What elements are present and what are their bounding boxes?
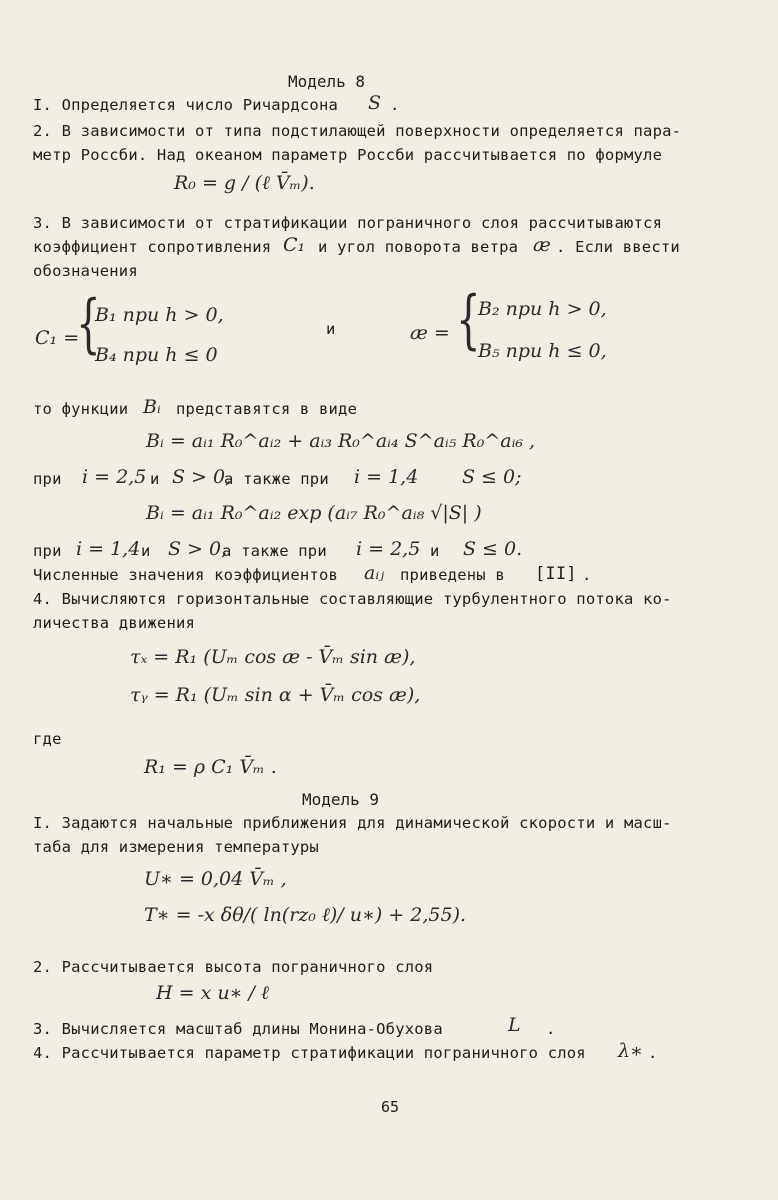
cond2-b: i = 1,4 [76, 538, 141, 560]
cond2-c: и [141, 542, 151, 560]
cond1-c: и [150, 470, 160, 488]
m8-item3-symbol-c: C₁ [283, 234, 306, 256]
c1-case2: B₄ при h ≤ 0 [95, 344, 218, 366]
m9-item3: 3. Вычисляется масштаб длины Монина-Обухова [33, 1020, 443, 1038]
cond2-d: S > 0, [168, 538, 228, 560]
page-number: 65 [381, 1098, 400, 1116]
cond2-e: а также при [222, 542, 327, 560]
model8-heading: Модель 8 [288, 72, 366, 91]
cond1-d: S > 0, [172, 466, 232, 488]
m8-item3-symbol-alpha: æ [533, 234, 551, 256]
numeric-symbol: aᵢⱼ [364, 562, 385, 584]
m8-item4-line1: 4. Вычисляются горизонтальные составляющие турбулентного потока ко- [33, 590, 672, 608]
cond1-a: при [33, 470, 62, 488]
m9-item3-end: . [546, 1020, 556, 1038]
m8-item3-line2c: . Если ввести [556, 238, 680, 256]
cond1-g: S ≤ 0; [462, 466, 522, 488]
formula-tau-x: τₓ = R₁ (Uₘ cos æ - V̄ₘ sin æ), [130, 646, 416, 668]
m8-item1-text: I. Определяется число Ричардсона [33, 96, 339, 114]
alpha-left: æ = [410, 322, 450, 344]
formula-h: H = x u∗ / ℓ [156, 982, 269, 1004]
m8-item3-line3: обозначения [33, 262, 138, 280]
cond1-f: i = 1,4 [354, 466, 419, 488]
numeric-text-b: приведены в [400, 566, 505, 584]
c1-brace: { [76, 287, 101, 361]
formula-u-star: U∗ = 0,04 V̄ₘ , [144, 868, 287, 890]
m8-item2-line2: метр Россби. Над океаном параметр Россби рассчитывается по формуле [33, 146, 663, 164]
alpha-brace: { [456, 283, 481, 357]
numeric-text-a: Численные значения коэффициентов [33, 566, 339, 584]
functions-line: то функции [33, 400, 129, 418]
cond2-a: при [33, 542, 62, 560]
numeric-reference: [II] [535, 564, 577, 584]
m9-item1-line2: таба для измерения температуры [33, 838, 319, 856]
cond2-h: S ≤ 0. [463, 538, 523, 560]
c1-left: C₁ = [35, 327, 80, 349]
formula-b2: Bᵢ = aᵢ₁ R₀^aᵢ₂ exp (aᵢ₇ R₀^aᵢ₈ √|S| ) [146, 502, 482, 524]
formula-rossby: R₀ = g / (ℓ V̄ₘ). [174, 172, 315, 194]
cond1-e: а также при [224, 470, 329, 488]
m8-item3-line1: 3. В зависимости от стратификации пограничного слоя рассчитываются [33, 214, 663, 232]
functions-symbol: Bᵢ [143, 396, 161, 418]
m8-item3-line2b: и угол поворота ветра [318, 238, 519, 256]
m8-item3-line2a: коэффициент сопротивления [33, 238, 272, 256]
m9-item3-symbol: L [508, 1014, 521, 1036]
model9-heading: Модель 9 [302, 790, 380, 809]
alpha-case1: B₂ при h > 0, [478, 298, 607, 320]
m9-item4-symbol: λ∗ [618, 1040, 643, 1062]
m8-item1-symbol: S [368, 92, 382, 114]
formula-r1: R₁ = ρ C₁ V̄ₘ . [144, 756, 277, 778]
m8-item4-line2: личества движения [33, 614, 196, 632]
formula-t-star: T∗ = -x δθ/( ln(rz₀ ℓ)/ u∗) + 2,55). [144, 904, 467, 926]
formula-tau-y: τᵧ = R₁ (Uₘ sin α + V̄ₘ cos æ), [130, 684, 421, 706]
and-word: и [326, 320, 336, 338]
alpha-case2: B₅ при h ≤ 0, [478, 340, 607, 362]
m9-item4-end: . [648, 1044, 658, 1062]
m9-item1-line1: I. Задаются начальные приближения для динамической скорости и масш- [33, 814, 672, 832]
cond2-f: i = 2,5 [356, 538, 421, 560]
where-word: где [33, 730, 62, 748]
formula-b1: Bᵢ = aᵢ₁ R₀^aᵢ₂ + aᵢ₃ R₀^aᵢ₄ S^aᵢ₅ R₀^aᵢ₆ , [146, 430, 536, 452]
m9-item2: 2. Рассчитывается высота пограничного слоя [33, 958, 434, 976]
m8-item1-period: . [390, 96, 400, 114]
cond2-g: и [430, 542, 440, 560]
numeric-text-c: . [582, 566, 592, 584]
functions-tail: представятся в виде [176, 400, 358, 418]
c1-case1: B₁ при h > 0, [95, 304, 224, 326]
m9-item4: 4. Рассчитывается параметр стратификации пограничного слоя [33, 1044, 586, 1062]
m8-item2-line1: 2. В зависимости от типа подстилающей поверхности определяется пара- [33, 122, 682, 140]
cond1-b: i = 2,5 [82, 466, 147, 488]
